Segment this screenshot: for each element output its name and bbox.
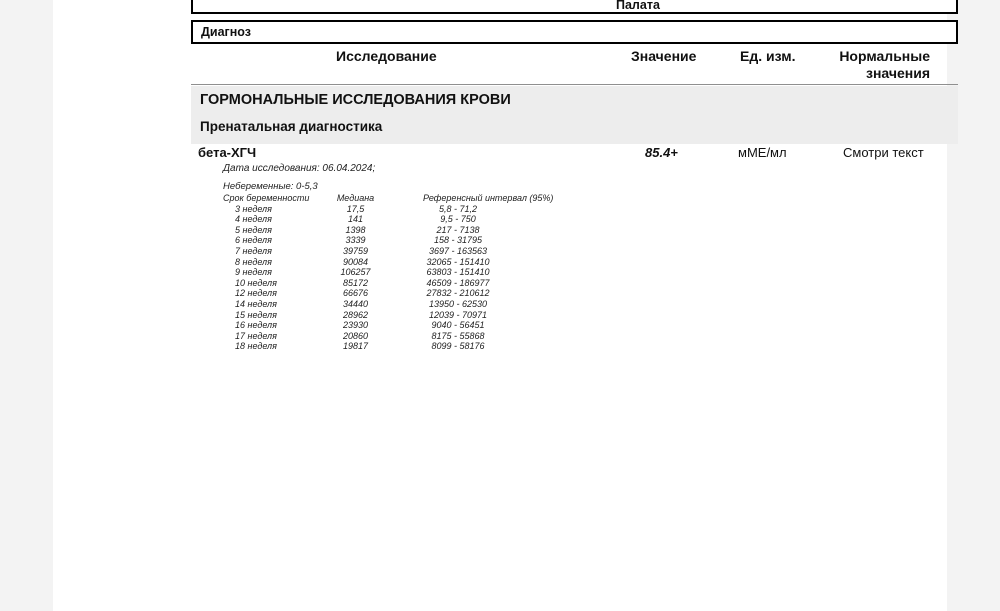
column-header-normal-line1: Нормальные [839,48,930,64]
column-header-normal [833,48,930,81]
header-divider [191,84,958,85]
column-header-unit: Ед. изм. [740,48,796,64]
column-header-value: Значение [631,48,697,64]
reference-table [223,193,554,352]
ref-cell-week: 14 неделя [235,298,277,309]
ref-cell-range: 63803 - 151410 [426,267,490,278]
result-normal-value: Смотри текст [843,145,924,160]
ref-cell-range: 5,8 - 71,2 [438,203,478,214]
reference-table-row [223,288,543,299]
ref-cell-range: 13950 - 62530 [428,298,488,309]
column-header-study: Исследование [336,48,437,64]
ref-cell-median: 106257 [340,267,371,278]
result-unit: мМЕ/мл [738,145,787,160]
section-band [191,86,958,144]
ref-cell-range: 3697 - 163563 [428,245,488,256]
ref-cell-median: 28962 [342,309,369,320]
ref-cell-week: 17 неделя [235,330,277,341]
ref-header-median: Медиана [336,193,375,203]
reference-table-row [223,331,543,342]
ref-cell-median: 66676 [342,288,369,299]
ref-cell-week: 4 неделя [235,214,272,225]
reference-table-row [223,225,543,236]
reference-table-row [223,299,543,310]
reference-table-row [223,310,543,321]
ref-cell-median: 1398 [345,224,366,235]
ref-cell-range: 12039 - 70971 [428,309,488,320]
ref-cell-week: 12 неделя [235,288,277,299]
study-date-note: Дата исследования: 06.04.2024; [223,163,376,174]
ward-label: Палата [616,0,660,12]
subsection-title: Пренатальная диагностика [200,119,383,134]
ref-cell-week: 7 неделя [235,245,272,256]
ref-cell-range: 8175 - 55868 [431,330,485,341]
reference-table-row [223,246,543,257]
ref-cell-range: 9,5 - 750 [440,214,476,225]
ref-cell-week: 9 неделя [235,267,272,278]
ref-cell-median: 90084 [342,256,369,267]
ward-field[interactable] [191,0,958,14]
reference-table-row [223,214,543,225]
ref-cell-median: 39759 [342,245,369,256]
section-title: ГОРМОНАЛЬНЫЕ ИССЛЕДОВАНИЯ КРОВИ [200,92,511,108]
ref-cell-median: 3339 [345,235,366,246]
reference-table-row [223,235,543,246]
result-study-name: бета-ХГЧ [198,145,257,160]
ref-cell-median: 85172 [342,277,369,288]
ref-cell-week: 18 неделя [235,341,277,352]
ref-cell-range: 158 - 31795 [433,235,483,246]
reference-table-row [223,267,543,278]
ref-cell-median: 23930 [342,320,369,331]
ref-cell-median: 19817 [342,341,369,352]
ref-cell-week: 16 неделя [235,320,277,331]
report-page [53,0,947,611]
ref-cell-range: 217 - 7138 [436,224,480,235]
ref-header-week: Срок беременности [223,193,310,203]
ref-cell-range: 46509 - 186977 [426,277,490,288]
column-header-normal-line2: значения [866,64,930,81]
ref-cell-range: 9040 - 56451 [431,320,485,331]
reference-table-row [223,341,543,352]
ref-cell-range: 27832 - 210612 [426,288,490,299]
ref-cell-median: 20860 [342,330,369,341]
diagnosis-label: Диагноз [201,25,251,39]
ref-cell-range: 8099 - 58176 [431,341,485,352]
ref-header-range: Референсный интервал (95%) [423,193,554,203]
reference-table-row [223,278,543,289]
ref-cell-median: 141 [347,214,364,225]
reference-table-row [223,320,543,331]
reference-table-rows [223,204,543,352]
reference-table-row [223,257,543,268]
result-value: 85.4+ [645,145,678,160]
diagnosis-field[interactable] [191,20,958,44]
non-pregnant-note: Небеременные: 0-5,3 [223,181,318,192]
ref-cell-week: 3 неделя [235,203,272,214]
ref-cell-range: 32065 - 151410 [426,256,490,267]
ref-cell-median: 17,5 [346,203,365,214]
ref-cell-week: 15 неделя [235,309,277,320]
ref-cell-week: 5 неделя [235,224,272,235]
reference-table-header [223,193,554,204]
ref-cell-week: 6 неделя [235,235,272,246]
ref-cell-week: 8 неделя [235,256,272,267]
reference-table-row [223,204,543,215]
ref-cell-week: 10 неделя [235,277,277,288]
ref-cell-median: 34440 [342,298,369,309]
